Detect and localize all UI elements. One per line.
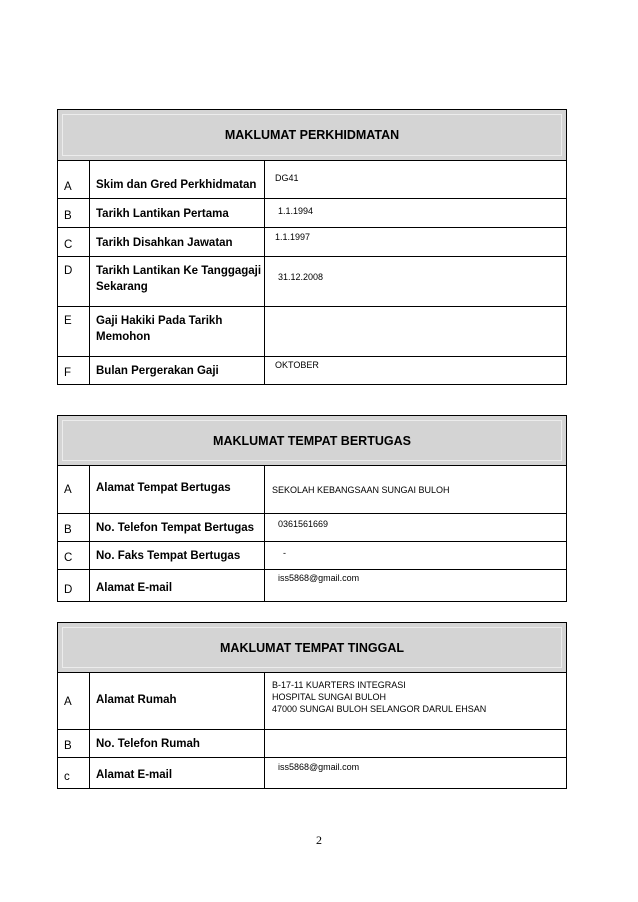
row-label: Alamat E-mail [90,570,265,601]
row-label: Tarikh Disahkan Jawatan [90,228,265,256]
table-row [58,307,566,357]
row-value: iss5868@gmail.com [278,573,360,583]
perkhidmatan-header: MAKLUMAT PERKHIDMATAN [58,110,566,161]
row-code: C [58,228,90,256]
perkhidmatan-table [57,109,567,385]
row-value: DG41 [275,173,299,183]
row-value: 1.1.1994 [278,206,314,216]
table-row [58,466,566,514]
row-code: A [58,673,90,729]
row-code: C [58,542,90,569]
row-value: 31.12.2008 [278,272,324,282]
table-row [58,758,566,788]
row-label: No. Telefon Rumah [90,730,265,757]
row-code: B [58,514,90,541]
row-label: No. Faks Tempat Bertugas [90,542,265,569]
address-line: B-17-11 KUARTERS INTEGRASI [272,680,406,690]
tempat-bertugas-table [57,415,567,602]
row-value: iss5868@gmail.com [278,762,360,772]
row-value: - [283,548,286,558]
table-row [58,570,566,601]
row-label: Tarikh Lantikan Ke Tanggagaji Sekarang [90,257,265,306]
row-value: OKTOBER [275,360,319,370]
row-label: Alamat Tempat Bertugas [90,466,265,513]
row-value [265,307,566,356]
table-row [58,542,566,570]
address-line: HOSPITAL SUNGAI BULOH [272,692,387,702]
table-row [58,357,566,384]
row-code: F [58,357,90,384]
table-row [58,161,566,199]
row-label: Alamat Rumah [90,673,265,729]
row-code: A [58,161,90,198]
row-label: Gaji Hakiki Pada Tarikh Memohon [90,307,265,356]
row-label: No. Telefon Tempat Bertugas [90,514,265,541]
row-code: D [58,570,90,601]
row-label: Skim dan Gred Perkhidmatan [90,161,265,198]
row-address [265,673,566,729]
table-row [58,257,566,307]
row-code: B [58,199,90,227]
row-code: E [58,307,90,356]
table-row [58,730,566,758]
table-row [58,228,566,257]
tempat-bertugas-header: MAKLUMAT TEMPAT BERTUGAS [58,416,566,466]
tempat-tinggal-table [57,622,567,789]
row-value: SEKOLAH KEBANGSAAN SUNGAI BULOH [272,485,450,495]
table-row [58,673,566,730]
tempat-tinggal-header: MAKLUMAT TEMPAT TINGGAL [58,623,566,673]
row-code: D [58,257,90,306]
row-code: c [58,758,90,788]
page-number: 2 [316,833,322,847]
row-label: Alamat E-mail [90,758,265,788]
table-row [58,199,566,228]
table-row [58,514,566,542]
row-code: B [58,730,90,757]
row-value [265,730,566,757]
row-value: 0361561669 [278,519,329,529]
address-line: 47000 SUNGAI BULOH SELANGOR DARUL EHSAN [272,704,487,714]
row-code: A [58,466,90,513]
row-label: Tarikh Lantikan Pertama [90,199,265,227]
row-value: 1.1.1997 [275,232,311,242]
row-label: Bulan Pergerakan Gaji [90,357,265,384]
